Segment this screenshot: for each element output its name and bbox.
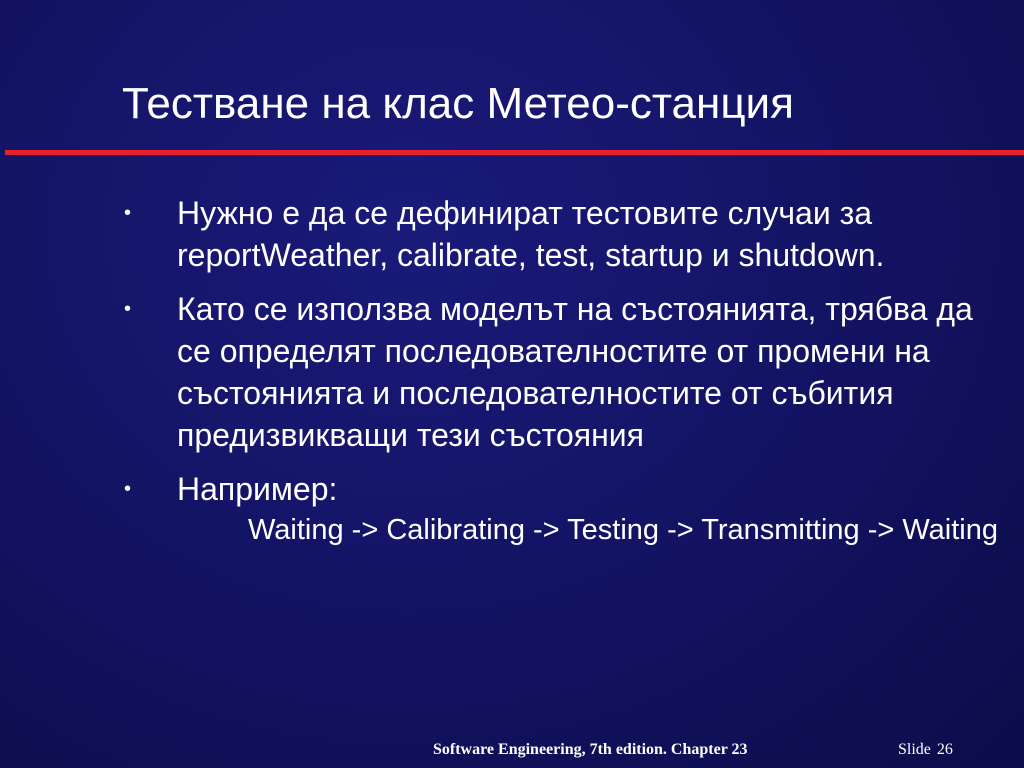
bullet-marker: • [124, 478, 132, 500]
bullet-item-state-model [120, 288, 1000, 456]
bullet-text: Например: [177, 471, 338, 507]
title-divider [5, 150, 1024, 155]
bullet-text: Нужно е да се дефинират тестовите случаи за reportWeather, calibrate, test, startup и shutdown. [177, 195, 885, 273]
bullet-list [120, 192, 1000, 560]
state-sequence: Waiting -> Calibrating -> Testing -> Transmitting -> Waiting [248, 514, 999, 546]
bullet-text: Като се използва моделът на състоянията, трябва да се определят последователностите от промени на състоянията и последователностите от събития предизвикващи тези състояния [177, 291, 973, 453]
bullet-marker: • [124, 202, 132, 224]
bullet-item-test-cases [120, 192, 1000, 276]
bullet-item-example [120, 468, 1000, 548]
footer-book-title: Software Engineering, 7th edition. Chapter 23 [433, 741, 748, 758]
footer-slide-number [898, 740, 953, 760]
slide-label: Slide [898, 741, 931, 758]
bullet-marker: • [124, 298, 132, 320]
slide-number: 26 [936, 741, 953, 758]
slide-title: Тестване на клас Метео-станция [122, 79, 794, 128]
